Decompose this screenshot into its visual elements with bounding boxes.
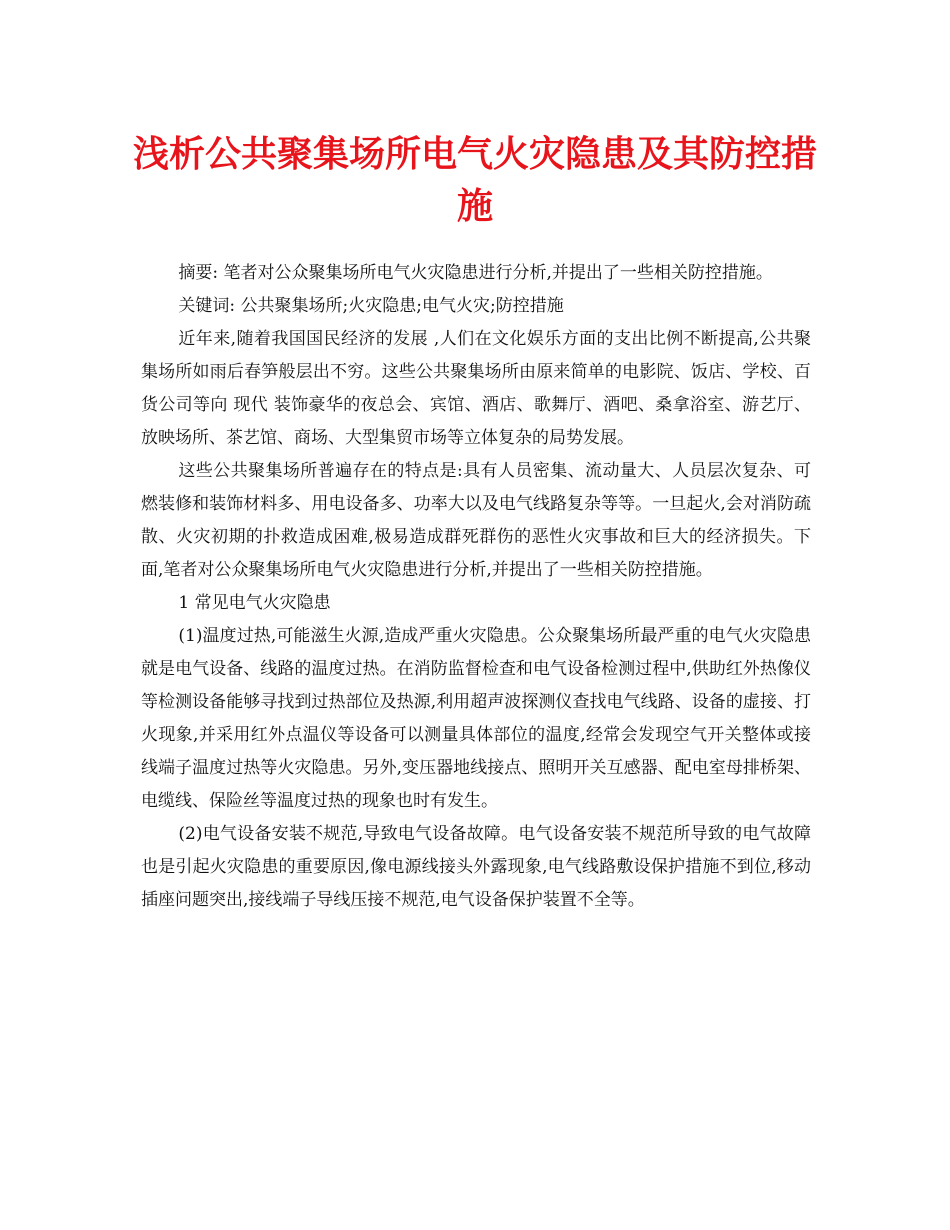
installation-paragraph: (2)电气设备安装不规范,导致电气设备故障。电气设备安装不规范所导致的电气故障也是引起火灾隐患的重要原因,像电源线接头外露现象,电气线路敷设保护措施不到位,移动插座问题突出,接线端子导线压接不规范,电气设备保护装置不全等。: [141, 824, 811, 910]
overheating-paragraph: (1)温度过热,可能滋生火源,造成严重火灾隐患。公众聚集场所最严重的电气火灾隐患就是电气设备、线路的温度过热。在消防监督检查和电气设备检测过程中,供助红外热像仪等检测设备能够寻找到过热部位及热源,利用超声波探测仪查找电气线路、设备的虚接、打火现象,并采用红外点温仪等设备可以测量具体部位的温度,经常会发现空气开关整体或接线端子温度过热等火灾隐患。另外,变压器地线接点、照明开关互感器、配电室母排桥架、电缆线、保险丝等温度过热的现象也时有发生。: [141, 626, 811, 811]
keywords-paragraph: 关键词: 公共聚集场所;火灾隐患;电气火灾;防控措施: [178, 296, 564, 316]
characteristics-paragraph: 这些公共聚集场所普遍存在的特点是:具有人员密集、流动量大、人员层次复杂、可燃装修和装饰材料多、用电设备多、功率大以及电气线路复杂等等。一旦起火,会对消防疏散、火灾初期的扑救造成困难,极易造成群死群伤的恶性火灾事故和巨大的经济损失。下面,笔者对公众聚集场所电气火灾隐患进行分析,并提出了一些相关防控措施。: [141, 461, 811, 580]
section-heading: 1 常见电气火灾隐患: [178, 593, 331, 613]
abstract-paragraph: 摘要: 笔者对公众聚集场所电气火灾隐患进行分析,并提出了一些相关防控措施。: [178, 263, 773, 283]
document-body: [141, 257, 811, 917]
intro-paragraph: 近年来,随着我国国民经济的发展 ,人们在文化娱乐方面的支出比例不断提高,公共聚集场所如雨后春笋般层出不穷。这些公共聚集场所由原来简单的电影院、饭店、学校、百货公司等向 现代 装饰豪华的夜总会、宾馆、酒店、歌舞厅、酒吧、桑拿浴室、游艺厅、放映场所、茶艺馆、商场、大型集贸市场等立体复杂的局势发展。: [141, 329, 811, 448]
page-title: 浅析公共聚集场所电气火灾隐患及其防控措施: [132, 133, 817, 227]
